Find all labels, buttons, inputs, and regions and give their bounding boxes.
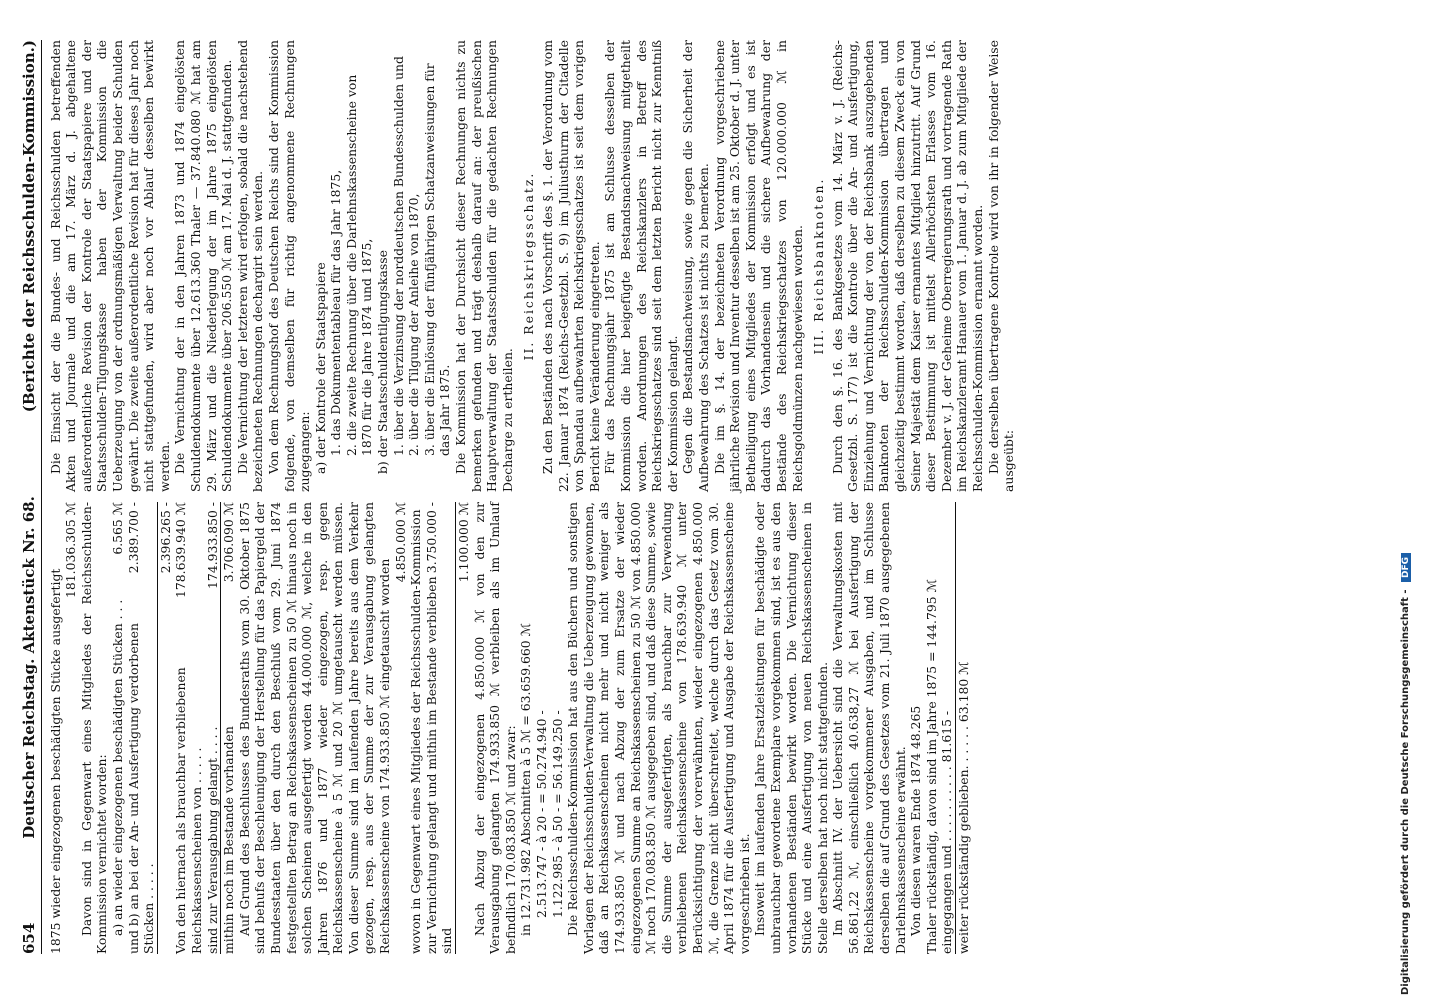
- paragraph: Zu den Beständen des nach Vorschrift des §. 1. der Verordnung vom 22. Januar 1874 (Reichs-Gesetzbl. S. 9) im Juliusthurm der Citadelle von Spandau aufbewahrten Reichskriegsschatzes ist seit dem vorigen Bericht keine Veränderung eingetreten.: [540, 40, 602, 492]
- paragraph: Die derselben übertragene Kontrole wird von ihr in folgender Weise ausgeübt:: [985, 40, 1017, 492]
- section-heading: II. Reichskriegsschatz.: [521, 171, 537, 361]
- list-item: 3. über die Einlösung der fünfjährigen Schatzanweisungen für das Jahr 1875.: [421, 63, 453, 456]
- line-item: eingegangen und . . . . . . . . . . 81.615 -: [939, 710, 955, 954]
- list-item: 2. die zweite Rechnung über die Darlehnskassenscheine von 1870 für die Jahre 1874 und 1875,: [343, 74, 375, 456]
- page-title: Deutscher Reichstag. Aktenstück Nr. 68.: [20, 496, 38, 839]
- two-column-body: [48, 40, 1017, 954]
- list-item: 1. über die Verzinsung der norddeutschen Bundesschulden und: [390, 56, 406, 456]
- paragraph: Für das Rechnungsjahr 1875 ist am Schlusse desselben der Kommission die hier beigefügte Bestandsnachweisung mitgetheilt worden. Anordnungen des Reichskanzlers in Betreff des Reichskriegsschatzes sind seit dem letzten Bericht nicht zur Kenntniß der Kommission gelangt.: [602, 40, 680, 492]
- paragraph: Insoweit im laufenden Jahre Ersatzleistungen für beschädigte oder unbrauchbar gewordene Exemplare vorgekommen sind, ist es aus den vorhandenen Beständen bewirkt worden. Die Vernichtung dieser Stücke und eine Ausfertigung von neuen Reichskassenscheinen in Stelle derselben hat noch nicht stattgefunden.: [752, 502, 830, 954]
- paragraph: Die Einsicht der die Bundes- und Reichsschulden betreffenden Akten und Journale und die am 17. März d. J. abgehaltene außerordentliche Revision der Kontrole der Staatspapiere und der Staatsschulden-Tilgungskasse haben der Kommission die Ueberzeugung von der ordnungsmäßigen Verwaltung beider Schulden gewährt. Die zweite außerordentliche Revision hat für dieses Jahr noch nicht stattgefunden, wird aber noch vor Ablauf desselben bewirkt werden.: [47, 40, 172, 492]
- paragraph: Nach Abzug der eingezogenen 4.850.000 ℳ von den zur Verausgabung gelangten 174.933.850 ℳ verbleiben als im Umlauf befindlich 170.083.850 ℳ und zwar:: [471, 502, 518, 954]
- paragraph: wovon in Gegenwart eines Mitgliedes der Reichsschulden-Kommission: [408, 509, 424, 954]
- line-item: mithin noch im Bestande vorhanden 3.706.090 ℳ: [221, 502, 237, 954]
- line-item: in 12.731.982 Abschnitten à 5 ℳ = 63.659.660 ℳ: [518, 623, 534, 936]
- paragraph: 1875 wieder eingezogenen beschädigten Stücke ausgefertigt: [47, 568, 63, 954]
- list-heading: b) der Staatsschuldentilgungskasse: [375, 250, 391, 474]
- subtotal: 2.396.265 -: [157, 502, 174, 954]
- right-column: [48, 40, 1017, 492]
- page-header: [22, 40, 42, 954]
- paragraph: Die Kommission hat der Durchsicht dieser Rechnungen nichts zu bemerken gefunden und trägt deshalb darauf an: der preußischen Hauptverwaltung der Staatsschulden für die gedachten Rechnungen Decharge zu ertheilen.: [453, 40, 515, 492]
- amount: 4.850.000 ℳ: [392, 502, 408, 583]
- dfg-logo: DFG: [1401, 553, 1411, 582]
- paragraph: Auf Grund des Beschlusses des Bundesraths vom 30. Oktober 1875 sind behufs der Beschleunigung der Herstellung für das Papiergeld der Bundesstaaten über den durch den Beschluß vom 29. Juni 1874 festgestellten Betrag an Reichskassenscheinen zu 50 ℳ hinaus noch in solchen Scheinen ausgefertigt worden 44.000.000 ℳ, welche in den Jahren 1876 und 1877 wieder eingezogen, resp. gegen Reichskassenscheine à 5 ℳ und 20 ℳ umgetauscht werden müssen. Von dieser Summe sind im laufenden Jahre bereits aus dem Verkehr gezogen, resp. aus der Summe der zur Verausgabung gelangten Reichskassenscheine von 174.933.850 ℳ eingetauscht worden: [236, 502, 393, 954]
- line-item: zur Vernichtung gelangt und mithin im Bestande verblieben sind 3.750.000 -: [423, 502, 455, 954]
- section-heading: III. Reichsbanknoten.: [811, 177, 827, 355]
- left-column: [48, 502, 1017, 954]
- page-number: 654: [20, 922, 38, 954]
- paragraph: Die Reichsschulden-Kommission hat aus den Büchern und sonstigen Vorlagen der Reichsschulden-Verwaltung die Ueberzeugung gewonnen, daß an Reichskassenscheinen nicht mehr und nicht weniger als 174.933.850 ℳ und nach Abzug der zum Ersatze der wieder eingezogenen Summe an Reichskassenscheinen zu 50 ℳ von 4.850.000 ℳ noch 170.083.850 ℳ ausgegeben sind, und daß diese Summe, sowie die Summe der ausgefertigten, als brauchbar zur Verwendung verbliebenen Reichskassenscheine von 178.639.940 ℳ unter Berücksichtigung der vorerwähnten, wieder eingezogenen 4.850.000 ℳ, die Grenze nicht überschreitet, welche durch das Gesetz vom 30. April 1874 für die Ausfertigung und Ausgabe der Reichskassenscheine vorgeschrieben ist.: [565, 502, 752, 954]
- right-column-title: (Berichte der Reichsschulden-Kommission.): [20, 40, 38, 413]
- line-item: 1.122.985 - à 50 - = 56.149.250 -: [549, 710, 565, 918]
- paragraph: Von dem Rechnungshof des Deutschen Reichs sind der Kommission folgende, von demselben für richtig angenommene Rechnungen zugegangen:: [265, 40, 313, 492]
- text-line: [48, 502, 64, 954]
- paragraph: Davon sind in Gegenwart eines Mitgliedes der Reichsschulden-Kommission vernichtet worden:: [78, 502, 110, 954]
- line-item: weiter rückständig geblieben. . . . . . 63.180 ℳ: [955, 502, 972, 954]
- paragraph: Gegen die Bestandsnachweisung, sowie gegen die Sicherheit der Aufbewahrung des Schatzes ist nichts zu bemerken.: [680, 40, 711, 492]
- amount: 1.100.000 ℳ: [455, 502, 472, 954]
- paragraph: Die im §. 14. der bezeichneten Verordnung vorgeschriebene jährliche Revision und Inventur desselben ist am 25. Oktober d. J. unter Betheiligung eines Mitgliedes der Kommission erfolgt und es ist dadurch das Vorhandensein und die sichere Aufbewahrung der Bestände des Reichskriegsschatzes von 120.000.000 ℳ in Reichsgoldmünzen nachgewiesen worden.: [711, 40, 805, 492]
- line-item: und b) an bei der An- und Ausfertigung verdorbenen Stücken . . . . . 2.389.700 -: [125, 502, 157, 954]
- list-item: 1. das Dokumententableau für das Jahr 1875,: [328, 169, 344, 456]
- paragraph: Die Vernichtung der in den Jahren 1873 und 1874 eingelösten Schuldendokumente über 12.613.360 Thaler — 37.840.080 ℳ hat am 29. März und die Niederlegung der im Jahre 1875 eingelösten Schuldendokumente über 206.550 ℳ am 17. Mai d. J. stattgefunden.: [172, 40, 235, 492]
- line-item: 2.513.747 - à 20 - = 50.274.940 -: [534, 710, 549, 918]
- paragraph: Die Vernichtung der letzteren wird erfolgen, sobald die nachstehend bezeichneten Rechnungen dechargirt sein werden.: [234, 40, 266, 492]
- paragraph: Im Abschnitt IV. der Uebersicht sind die Verwaltungskosten mit 56.861,22 ℳ, einschließlich 40.638,27 ℳ bei Ausfertigung der Reichskassenscheine vorgekommener Ausgaben, und im Schlusse derselben die auf Grund des Gesetzes vom 21. Juli 1870 ausgegebenen Darlehnskassenscheine erwähnt.: [830, 502, 908, 954]
- list-heading: a) der Kontrole der Staatspapiere: [312, 262, 328, 474]
- line-item: sind zur Verausgabung gelangt . . . . 174.933.850 -: [204, 502, 220, 954]
- paragraph: Durch den §. 16. des Bankgesetzes vom 14. März v. J. (Reichs-Gesetzbl. S. 177) ist die Kontrole über die An- und Ausfertigung, Einziehung und Vernichtung der von der Reichsbank auszugebenden Banknoten der Reichsschulden-Kommission übertragen und gleichzeitig bestimmt worden, daß derselben zu diesem Zweck ein von Seiner Majestät dem Kaiser ernanntes Mitglied hinzutritt. Auf Grund dieser Bestimmung ist mittelst Allerhöchsten Erlasses vom 16. Dezember v. J. der Geheime Oberregierungsrath und vortragende Rath im Reichskanzleramt Hanauer vom 1. Januar d. J. ab zum Mitgliede der Reichsschulden-Kommission ernannt worden.: [829, 40, 986, 492]
- list-item: 2. über die Tilgung der Anleihe von 1870,: [406, 193, 422, 456]
- amount: 181.036.305 ℳ: [63, 502, 79, 599]
- line-item: Von den hiernach als brauchbar verbliebenen Reichskassenscheinen von . . . . . 178.639.940 ℳ: [173, 502, 204, 954]
- paragraph: Von diesen waren Ende 1874 48.265: [908, 705, 924, 936]
- line-item: Thaler rückständig, davon sind im Jahre 1875 = 144.795 ℳ: [923, 579, 939, 954]
- line-item: a) an wieder eingezogenen beschädigten Stücken . . . 6.565 ℳ: [109, 502, 125, 936]
- digitization-credit: Digitalisierung gefördert durch die Deutsche Forschungsgemeinschaft - DFG: [1400, 295, 1411, 995]
